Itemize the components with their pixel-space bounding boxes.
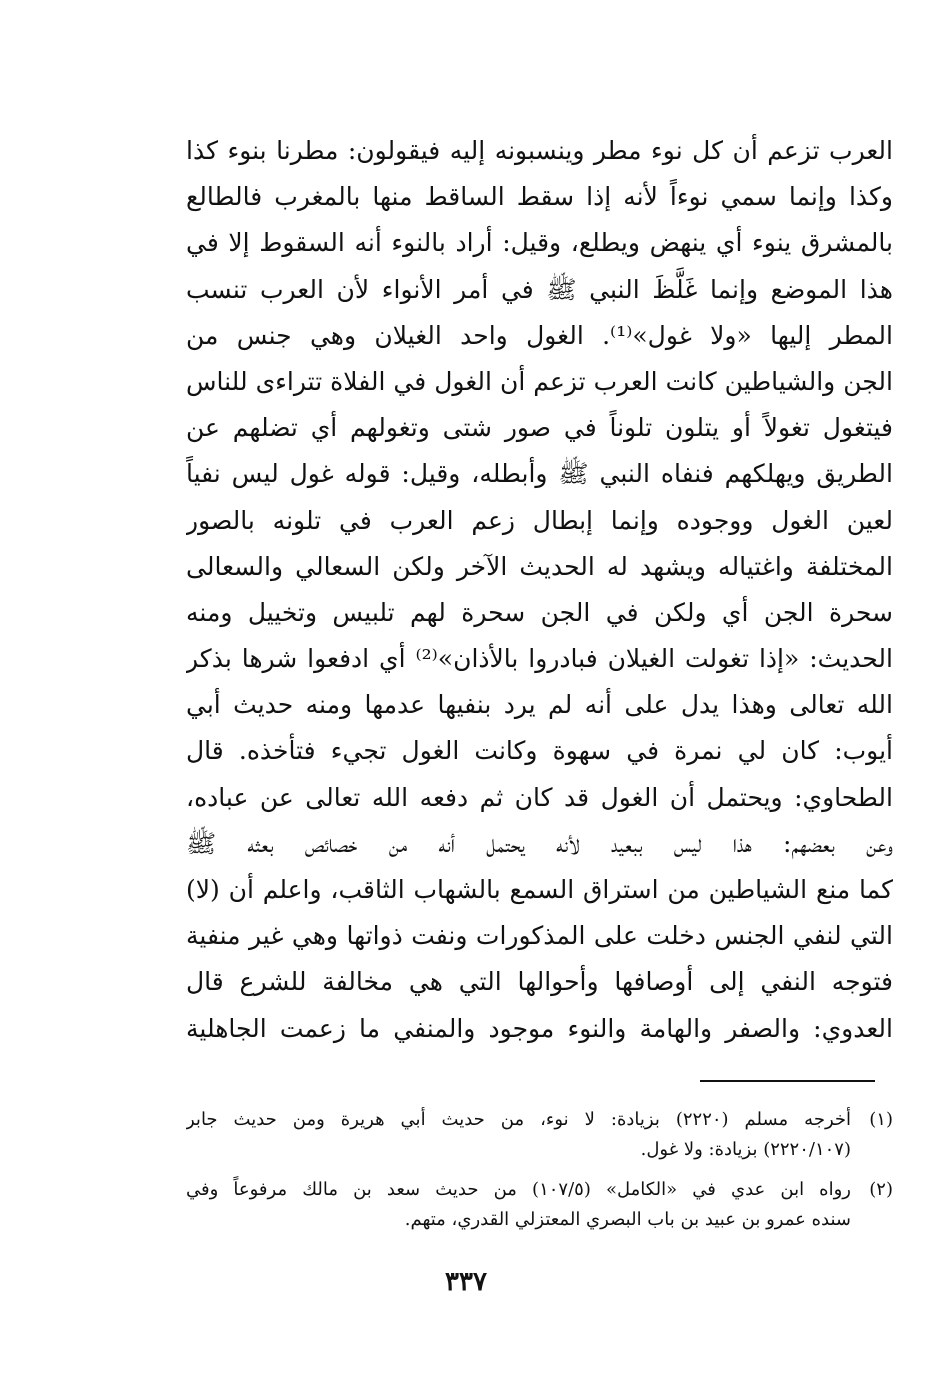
text-line: وكذا وإنما سمي نوءاً لأنه إذا سقط الساقط منها بالمغرب فالطالع [186,182,893,212]
text-line: هذا الموضع وإنما غَلَّظَ النبي ﷺ في أمر الأنواء لأن العرب تنسب [186,274,893,304]
page-number: ٣٣٧ [445,1267,487,1297]
footnote-line: سنده عمرو بن عبيد بن باب البصري المعتزلي القدري، متهم. [404,1209,851,1230]
footnote-separator [700,1080,875,1082]
main-text-block [186,128,893,1052]
text-line: وعن بعضهم: هذا ليس ببعيد لأنه يحتمل أنه من خصائص بعثه ﷺ [186,828,893,858]
text-line: العدوي: والصفر والهامة والنوء موجود والمنفي ما زعمت الجاهلية [186,1013,893,1043]
text-line: أيوب: كان لي نمرة في سهوة وكانت الغول تجيء فتأخذه. قال [186,736,893,766]
text-line: بالمشرق ينوء أي ينهض ويطلع، وقيل: أراد بالنوء أنه السقوط إلا في [186,228,893,258]
text-line: لعين الغول ووجوده وإنما إبطال زعم العرب في تلونه بالصور [186,505,893,535]
footnote-body [186,1175,851,1235]
text-line: فيتغول تغولاً أو يتلون تلوناً في صور شتى وتغولهم أي تضلهم عن [186,413,893,443]
text-line: العرب تزعم أن كل نوء مطر وينسبونه إليه فيقولون: مطرنا بنوء كذا [186,136,893,165]
footnote-line: (٢٢٢٠/١٠٧) بزيادة: ولا غول. [640,1139,851,1160]
footnote-1 [186,1105,893,1165]
footnote-line: أخرجه مسلم (٢٢٢٠) بزيادة: لا نوء، من حديث أبي هريرة ومن حديث جابر [186,1109,851,1130]
footnote-2 [186,1175,893,1235]
text-line: المختلفة واغتياله ويشهد له الحديث الآخر ولكن السعالي والسعالى [186,551,893,581]
text-line: فتوجه النفي إلى أوصافها وأحوالها التي هي مخالفة للشرع قال [186,967,893,997]
text-line: الجن والشياطين كانت العرب تزعم أن الغول في الفلاة تتراءى للناس [186,366,893,396]
footnotes-block [186,1105,893,1245]
footnote-line: رواه ابن عدي في «الكامل» (١٠٧/٥) من حديث سعد بن مالك مرفوعاً وفي [186,1179,851,1200]
text-line: المطر إليها «ولا غول»⁽¹⁾. الغول واحد الغيلان وهي جنس من [186,320,893,350]
text-line: كما منع الشياطين من استراق السمع بالشهاب الثاقب، واعلم أن (لا) [186,875,893,904]
text-line: التي لنفي الجنس دخلت على المذكورات ونفت ذواتها وهي غير منفية [186,921,893,951]
text-line: سحرة الجن أي ولكن في الجن سحرة لهم تلبيس وتخييل ومنه [186,597,893,627]
text-line: الطحاوي: ويحتمل أن الغول قد كان ثم دفعه الله تعالى عن عباده، [186,782,893,812]
text-line: الله تعالى وهذا يدل على أنه لم يرد بنفيها عدمها ومنه حديث أبي [186,690,893,720]
footnote-number: (٢) [869,1179,893,1200]
text-line: الحديث: «إذا تغولت الغيلان فبادروا بالأذان»⁽²⁾ أي ادفعوا شرها بذكر [186,644,893,674]
footnote-number: (١) [869,1109,893,1130]
footnote-body [186,1105,851,1165]
text-line: الطريق ويهلكهم فنفاه النبي ﷺ وأبطله، وقيل: قوله غول ليس نفياً [186,459,893,489]
